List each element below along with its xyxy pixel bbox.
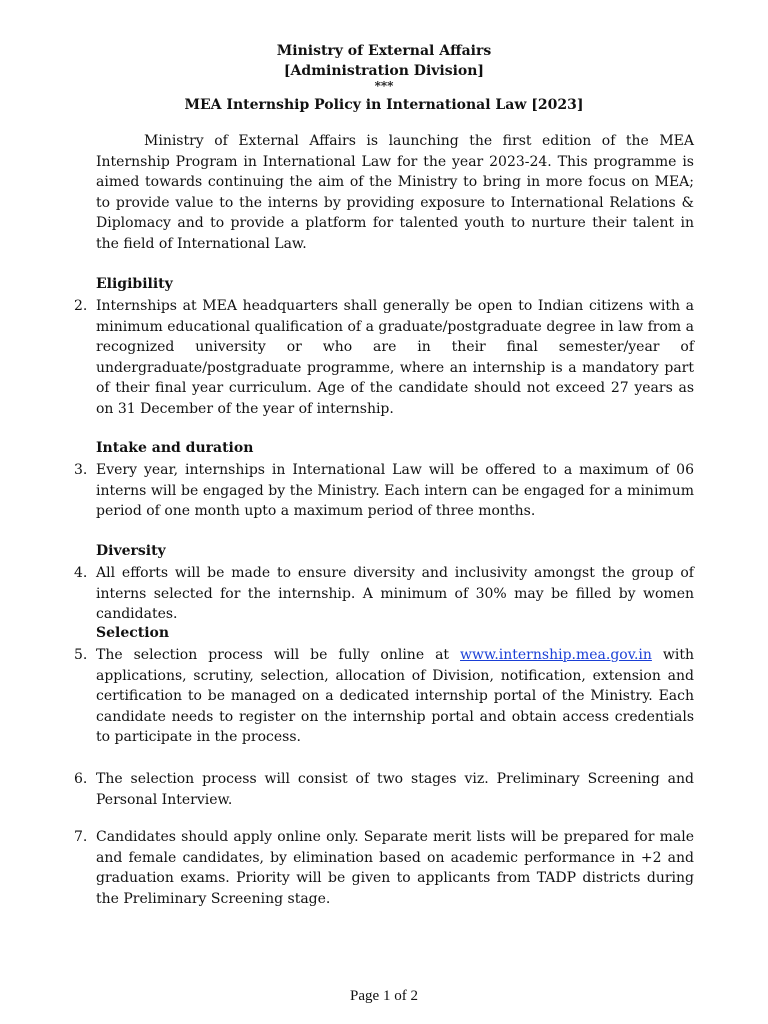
- diversity-text: All efforts will be made to ensure diversity and inclusivity amongst the group of interns selected for the internship. A minimum of 30% may be filled by women candidates.: [96, 565, 694, 623]
- item-number-2: 2.: [74, 298, 88, 314]
- item5-text-after: with applications, scrutiny, selection, allocation of Division, notification, extension and certification to be managed on a dedicated internship portal of the Ministry. Each candidate needs to register on the internship portal and obtain access credentials to participate in the process.: [96, 647, 694, 746]
- item-number-4: 4.: [74, 565, 88, 581]
- diversity-heading: Diversity: [96, 543, 166, 559]
- page-number: Page 1 of 2: [350, 988, 418, 1004]
- selection-item-7: Candidates should apply online only. Separate merit lists will be prepared for male and female candidates, by elimination based on academic performance in +2 and graduation exams. Priority will be given to applicants from TADP districts during the Preliminary Screening stage.: [96, 829, 694, 907]
- selection-heading: Selection: [96, 625, 170, 641]
- internship-portal-link[interactable]: www.internship.mea.gov.in: [460, 647, 652, 663]
- item5-text-before: The selection process will be fully online at: [96, 647, 461, 663]
- intake-text: Every year, internships in International Law will be offered to a maximum of 06 interns will be engaged by the Ministry. Each intern can be engaged for a minimum period of one month upto a maximum period of three months.: [96, 462, 694, 520]
- intake-heading: Intake and duration: [96, 440, 254, 456]
- item-number-5: 5.: [74, 647, 88, 663]
- selection-item-6: The selection process will consist of two stages viz. Preliminary Screening and Personal Interview.: [96, 771, 694, 808]
- item-number-3: 3.: [74, 462, 88, 478]
- policy-title: MEA Internship Policy in International Law [2023]: [184, 97, 584, 113]
- intro-paragraph: Ministry of External Affairs is launching the first edition of the MEA Internship Program in International Law for the year 2023-24. This programme is aimed towards continuing the aim of the Ministry to bring in more focus on MEA; to provide value to the interns by providing exposure to International Relations & Diplomacy and to provide a platform for talented youth to nurture their talent in the field of International Law.: [96, 133, 694, 252]
- division-title: [Administration Division]: [283, 63, 485, 79]
- separator-stars: ***: [374, 79, 394, 93]
- eligibility-heading: Eligibility: [96, 276, 173, 292]
- ministry-title: Ministry of External Affairs: [276, 43, 492, 59]
- item-number-7: 7.: [74, 829, 88, 845]
- item-number-6: 6.: [74, 771, 88, 787]
- eligibility-text: Internships at MEA headquarters shall generally be open to Indian citizens with a minimum educational qualification of a graduate/postgraduate degree in law from a recognized university or who are in their final semester/year of undergraduate/postgraduate programme, where an internship is a mandatory part of their final year curriculum. Age of the candidate should not exceed 27 years as on 31 December of the year of internship.: [96, 298, 694, 417]
- selection-item-5: [96, 645, 694, 748]
